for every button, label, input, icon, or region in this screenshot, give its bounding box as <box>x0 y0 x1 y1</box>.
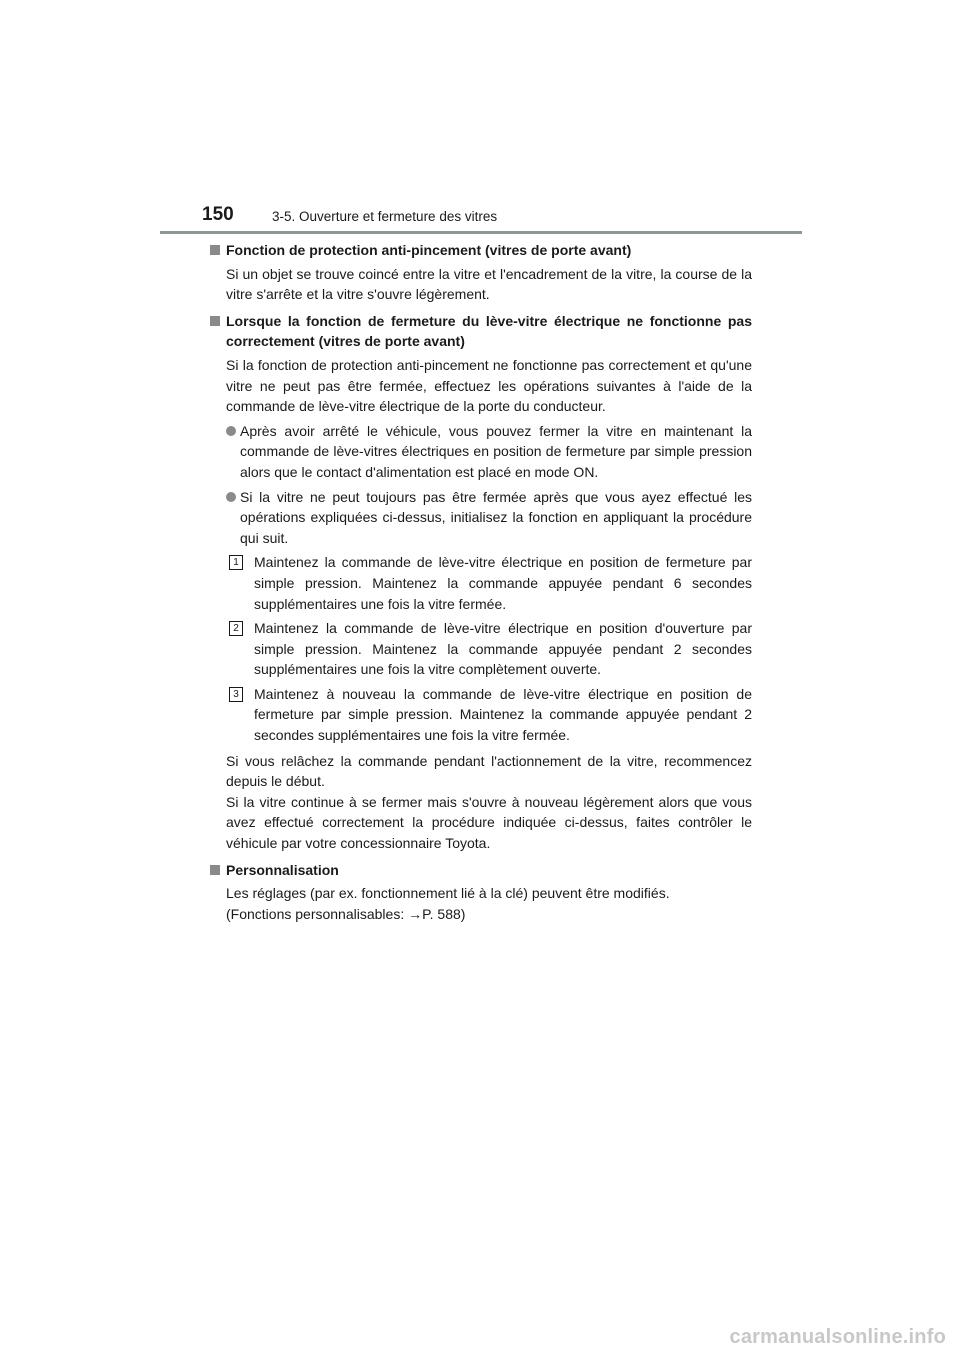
procedure-step <box>210 684 752 746</box>
round-bullet-icon <box>226 492 236 502</box>
page-number: 150 <box>202 204 234 225</box>
heading-text: Fonction de protection anti-pincement (vitres de porte avant) <box>226 242 632 258</box>
procedure-step <box>210 618 752 680</box>
step-number-badge: 1 <box>229 555 243 570</box>
heading-text: Personnalisation <box>226 861 339 878</box>
round-bullet-icon <box>226 426 236 436</box>
procedure-step <box>210 552 752 614</box>
bullet-text: Après avoir arrêté le véhicule, vous pouvez fermer la vitre en maintenant la commande de lève-vitres électriques en position de fermeture par simple pression alors que le contact d'alimentation est placé en mode ON. <box>240 422 752 480</box>
page-content <box>210 240 752 924</box>
malfunction-paragraph: Si la fonction de protection anti-pincement ne fonctionne pas correctement et qu'une vitre ne peut pas être fermée, effectuez les opérations suivantes à l'aide de la commande de lève-vitre électrique de la porte du conducteur. <box>226 356 752 415</box>
heading-customization <box>210 860 752 881</box>
heading-anti-pinch <box>210 240 752 261</box>
list-item <box>210 421 752 483</box>
square-bullet-icon <box>210 865 220 875</box>
customization-paragraph: Les réglages (par ex. fonctionnement lié à la clé) peuvent être modifiés. <box>226 885 670 902</box>
section-title: 3-5. Ouverture et fermeture des vitres <box>272 209 498 224</box>
header-divider <box>160 231 802 234</box>
anti-pinch-paragraph: Si un objet se trouve coincé entre la vitre et l'encadrement de la vitre, la course de la vitre s'arrête et la vitre s'ouvre légèrement. <box>226 265 752 303</box>
dealer-note: Si la vitre continue à se fermer mais s'ouvre à nouveau légèrement alors que vous avez effectué correctement la procédure indiquée ci-dessus, faites contrôler le véhicule par votre concessionnaire Toyota. <box>226 793 752 852</box>
step-text: Maintenez à nouveau la commande de lève-vitre électrique en position de fermeture par simple pression. Maintenez la commande appuyée pendant 2 secondes supplémentaires une fois la vitre fermée. <box>254 685 752 744</box>
list-item <box>210 487 752 549</box>
square-bullet-icon <box>210 316 220 326</box>
page-reference-link[interactable]: (Fonctions personnalisables: →P. 588) <box>226 905 466 922</box>
step-text: Maintenez la commande de lève-vitre électrique en position d'ouverture par simple pression. Maintenez la commande appuyée pendant 2 secondes supplémentaires une fois la vitre complètement ouverte. <box>254 620 752 678</box>
watermark: carmanualsonline.info <box>729 1326 946 1348</box>
bullet-text: Si la vitre ne peut toujours pas être fermée après que vous ayez effectué les opérations expliquées ci-dessus, initialisez la fonction en appliquant la procédure qui suit. <box>240 488 752 546</box>
step-text: Maintenez la commande de lève-vitre électrique en position de fermeture par simple pression. Maintenez la commande appuyée pendant 6 secondes supplémentaires une fois la vitre fermée. <box>254 554 752 612</box>
step-number-badge: 3 <box>229 687 243 702</box>
heading-malfunction <box>210 311 752 352</box>
step-number-badge: 2 <box>229 621 243 636</box>
square-bullet-icon <box>210 245 220 255</box>
restart-note: Si vous relâchez la commande pendant l'actionnement de la vitre, recommencez depuis le début. <box>226 752 752 790</box>
page-header <box>160 200 800 234</box>
heading-text: Lorsque la fonction de fermeture du lève-vitre électrique ne fonctionne pas correctement (vitres de porte avant) <box>226 312 752 350</box>
